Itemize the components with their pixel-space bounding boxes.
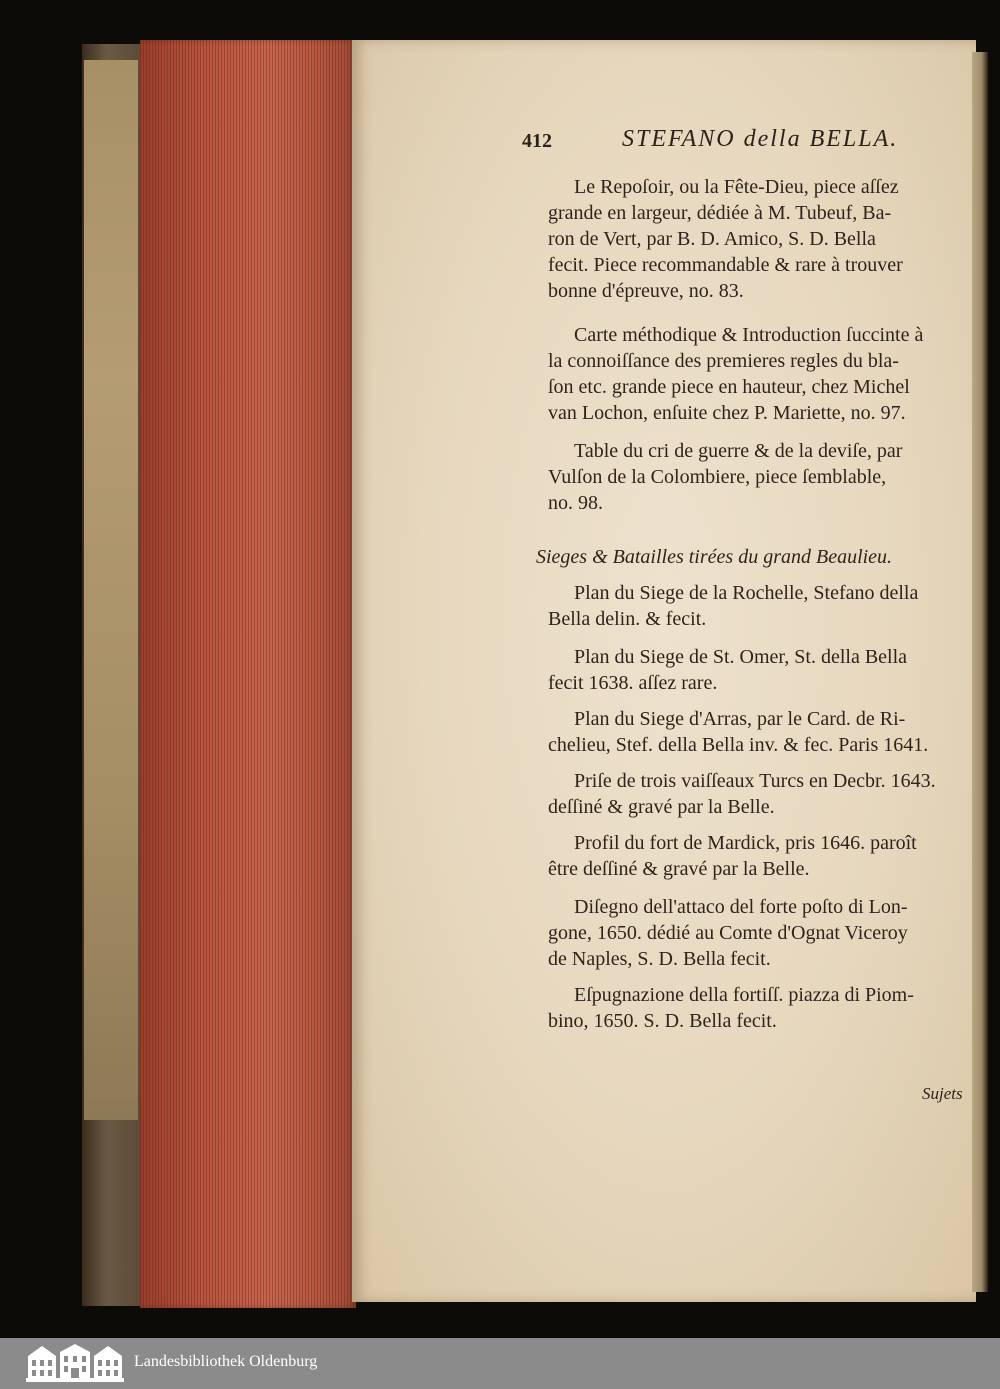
text-line: Profil du fort de Mardick, pris 1646. paroît bbox=[574, 832, 917, 854]
text-line: deſſiné & gravé par la Belle. bbox=[548, 796, 775, 818]
text-line: de Naples, S. D. Bella fecit. bbox=[548, 948, 771, 970]
text-line: gone, 1650. dédié au Comte d'Ognat Viceroy bbox=[548, 922, 908, 944]
catchword: Sujets bbox=[922, 1084, 963, 1103]
cover-paper-strip bbox=[84, 60, 138, 1120]
text-line: fecit. Piece recommandable & rare à trouver bbox=[548, 254, 903, 276]
text-line: ſon etc. grande piece en hauteur, chez Michel bbox=[548, 376, 910, 398]
text-line: Eſpugnazione della fortiſſ. piazza di Piom- bbox=[574, 984, 914, 1006]
text-line: être deſſiné & gravé par la Belle. bbox=[548, 858, 810, 880]
page-number: 412 bbox=[522, 130, 552, 152]
text-line: Table du cri de guerre & de la deviſe, par bbox=[574, 440, 903, 462]
text-line: Plan du Siege de la Rochelle, Stefano della bbox=[574, 582, 919, 604]
text-line: Plan du Siege d'Arras, par le Card. de Ri- bbox=[574, 708, 906, 730]
text-line: Diſegno dell'attaco del forte poſto di Lon- bbox=[574, 896, 908, 918]
text-line: Le Repoſoir, ou la Fête-Dieu, piece aſſez bbox=[574, 176, 899, 198]
text-line: van Lochon, enſuite chez P. Mariette, no. 97. bbox=[548, 402, 906, 424]
red-page-edges bbox=[140, 40, 356, 1308]
text-line: Vulſon de la Colombiere, piece ſemblable, bbox=[548, 466, 887, 488]
text-line: bino, 1650. S. D. Bella fecit. bbox=[548, 1010, 777, 1032]
text-line: no. 98. bbox=[548, 492, 603, 514]
section-heading: Sieges & Batailles tirées du grand Beaulieu. bbox=[536, 546, 893, 568]
library-name: Landesbibliothek Oldenburg bbox=[134, 1353, 318, 1370]
footer-bar bbox=[0, 1338, 1000, 1389]
text-line: Carte méthodique & Introduction ſuccinte à bbox=[574, 324, 924, 346]
text-line: ron de Vert, par B. D. Amico, S. D. Bella bbox=[548, 228, 876, 250]
text-line: la connoiſſance des premieres regles du bla- bbox=[548, 350, 899, 372]
library-building-icon bbox=[24, 1342, 126, 1384]
text-line: Plan du Siege de St. Omer, St. della Bella bbox=[574, 646, 908, 668]
text-line: chelieu, Stef. della Bella inv. & fec. Paris 1641. bbox=[548, 734, 929, 756]
text-line: bonne d'épreuve, no. 83. bbox=[548, 280, 744, 302]
page-header bbox=[522, 126, 962, 162]
text-line: Bella delin. & fecit. bbox=[548, 608, 707, 630]
page-right-edge bbox=[972, 52, 988, 1292]
text-line: Priſe de trois vaiſſeaux Turcs en Decbr. 1643. bbox=[574, 770, 936, 792]
text-line: grande en largeur, dédiée à M. Tubeuf, Ba- bbox=[548, 202, 892, 224]
running-title: STEFANO della BELLA. bbox=[622, 126, 899, 152]
text-line: fecit 1638. aſſez rare. bbox=[548, 672, 718, 694]
